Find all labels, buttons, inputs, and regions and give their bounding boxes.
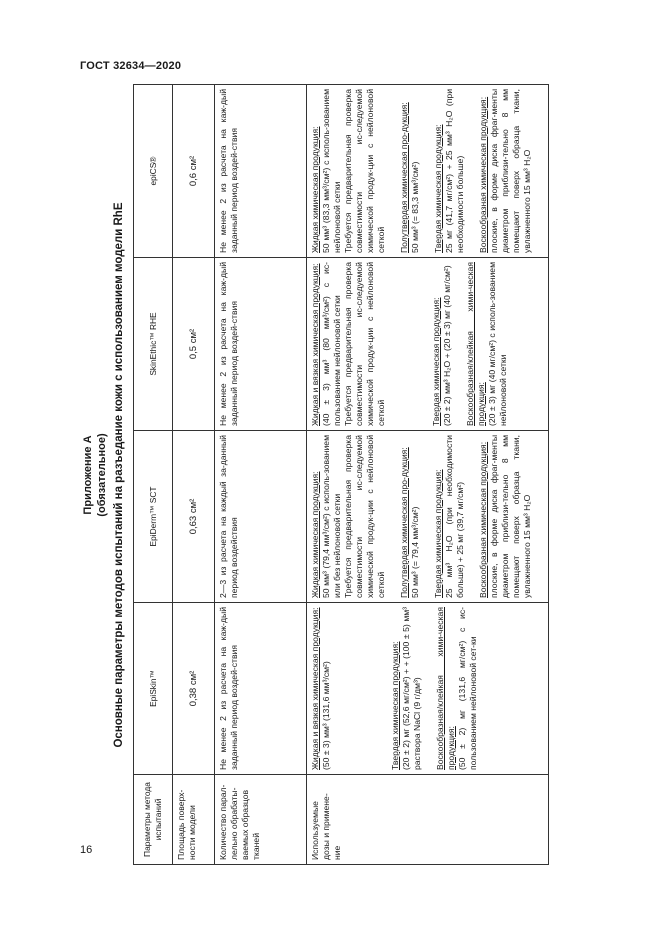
epiderm-solid-block [433, 435, 466, 598]
epics-solid-text: 25 мг (41,7 мг/см²) + 25 мм³ H₂O (при необходимости больше) [444, 89, 465, 253]
episkin-solid-text: (20 ± 2) мг (52,6 мг/см²) + + (100 ± 5) мм³ раствора NaCl (9 г/дм³) [401, 607, 422, 770]
area-epiderm: 0,63 см² [173, 431, 215, 603]
skinethic-liquid-block [310, 262, 387, 426]
page-number: 16 [80, 844, 93, 856]
skinethic-solid-text: (20 ± 2) мм³ H₂O + (20 ± 3) мг (40 мг/см²) [442, 265, 452, 426]
count-episkin: Не менее 2 из расчета на каж-дый заданный период воздей-ствия [215, 603, 307, 775]
epics-liquid-text: 50 мм³ (83,3 мм³/см²) с исполь-зованием нейлоновой сетки [321, 89, 342, 253]
doses-epiderm [307, 431, 549, 603]
count-skinethic: Не менее 2 из расчета на каж-дый заданный период воздей-ствия [215, 258, 307, 431]
area-skinethic: 0,5 см² [173, 258, 215, 431]
epics-wax-head: Воскообразная химическая продукция: [478, 96, 488, 253]
skinethic-solid-block [431, 262, 453, 426]
table-row-area [173, 85, 215, 865]
episkin-solid-block [390, 607, 423, 770]
annex-title: Приложение А [82, 435, 94, 515]
rotated-annex [80, 85, 620, 865]
row-label-area: Площадь поверх-ности модели [173, 775, 215, 865]
epics-semi-text: 50 мм³ (= 83,3 мм³/см²) [410, 161, 420, 253]
epiderm-semi-head: Полутвердая химическая про-дукция: [399, 447, 409, 598]
skinethic-wax-text: (20 ± 3) мг (40 мг/см²) с исполь-зованием нейлоновой сетки [487, 262, 508, 426]
epics-liquid-note: Требуется предварительная проверка совместимости ис-следуемой химической продук-ции с нейлоновой сеткой [343, 89, 386, 253]
epiderm-liquid-note: Требуется предварительная проверка совместимости ис-следуемой химической продук-ции с нейлоновой сеткой [343, 435, 386, 598]
epics-solid-head: Твердая химическая продукция: [433, 124, 443, 253]
skinethic-liquid-head: Жидкая и вязкая химическая продукция: [310, 263, 320, 426]
epics-wax-text: плоские, в форме диска фраг-менты диаметром приблизи-тельно 8 мм помещают поверх образца ткани, увлажненного 15 мм³ H₂O [489, 89, 532, 253]
parameters-table [133, 84, 549, 865]
doses-epics [307, 85, 549, 258]
episkin-liquid-text: (50 ± 3) мм³ (131,6 мм³/см²) [321, 661, 331, 770]
skinethic-wax-head: Воскообразная/клейкая хими-ческая продукция: [465, 262, 486, 426]
epiderm-solid-text: 25 мм³ H₂O (при необходимости больше) + 25 мг (39,7 мг/см²) [444, 435, 465, 598]
count-epiderm: 2—3 из расчета на каждый за-данный период воздействия [215, 431, 307, 603]
header-epiderm: EpiDerm™ SCT [134, 431, 173, 603]
doses-episkin [307, 603, 549, 775]
header-episkin: EpiSkin™ [134, 603, 173, 775]
episkin-wax-block [435, 607, 479, 770]
table-header-row [134, 85, 173, 865]
header-param: Параметры метода испытаний [134, 775, 173, 865]
epiderm-liquid-block [310, 435, 387, 598]
document-header: ГОСТ 32634—2020 [80, 60, 182, 72]
epiderm-solid-head: Твердая химическая продукция: [433, 469, 443, 598]
epics-semi-block [399, 89, 421, 253]
header-skinethic: SkinEthic™ RHE [134, 258, 173, 431]
epiderm-semi-text: 50 мм³ (= 79,4 мм³/см²) [410, 506, 420, 598]
row-label-count: Количество парал-лельно обрабаты-ваемых образцов тканей [215, 775, 307, 865]
area-epics: 0,6 см² [173, 85, 215, 258]
epiderm-liquid-head: Жидкая химическая продукция: [310, 471, 320, 598]
skinethic-liquid-text: (40 ± 3) мм³ (80 мм³/см²) с ис-пользованием нейлоновой сетки [321, 262, 342, 426]
epics-semi-head: Полутвердая химическая про-дукция: [399, 102, 409, 253]
count-epics: Не менее 2 из расчета на каж-дый заданный период воздей-ствия [215, 85, 307, 258]
epiderm-wax-head: Воскообразная химическая продукция: [478, 441, 488, 598]
epiderm-liquid-text: 50 мм³ (79,4 мм³/см²) с исполь-зованием или без нейлоновой сетки [321, 435, 342, 598]
episkin-liquid-block [310, 607, 332, 770]
epics-solid-block [433, 89, 466, 253]
epiderm-semi-block [399, 435, 421, 598]
skinethic-liquid-note: Требуется предварительная проверка совместимости ис-следуемой химической продук-ции с нейлоновой сеткой [343, 262, 386, 426]
annex-subtitle: (обязательное) [96, 433, 108, 517]
skinethic-solid-head: Твердая химическая продукция: [431, 297, 441, 426]
epics-wax-block [478, 89, 533, 253]
episkin-wax-text: (50 ± 2) мг (131,6 мг/см²) с ис-пользованием нейлоновой сет-ки [457, 607, 478, 770]
epiderm-wax-text: плоские, в форме диска фраг-менты диаметром приблизи-тельно 8 мм помещают поверх образца ткани, увлажненного 15 мм³ H₂O [489, 435, 532, 598]
skinethic-wax-block [465, 262, 509, 426]
episkin-wax-head: Воскообразная/клейкая хими-ческая продукция: [435, 607, 456, 770]
table-row-count [215, 85, 307, 865]
epics-liquid-head: Жидкая химическая продукция: [310, 126, 320, 253]
episkin-liquid-head: Жидкая и вязкая химическая продукция: [310, 607, 320, 770]
table-title: Основные параметры методов испытаний на разъедание кожи с использованием модели RhE [113, 202, 125, 748]
header-epics: epiCS® [134, 85, 173, 258]
doses-skinethic [307, 258, 549, 431]
epiderm-wax-block [478, 435, 533, 598]
area-episkin: 0,38 см² [173, 603, 215, 775]
epics-liquid-block [310, 89, 387, 253]
table-row-doses [307, 85, 549, 865]
episkin-solid-head: Твердая химическая продукция: [390, 641, 400, 770]
row-label-doses: Используемые дозы и примене-ние [307, 775, 549, 865]
